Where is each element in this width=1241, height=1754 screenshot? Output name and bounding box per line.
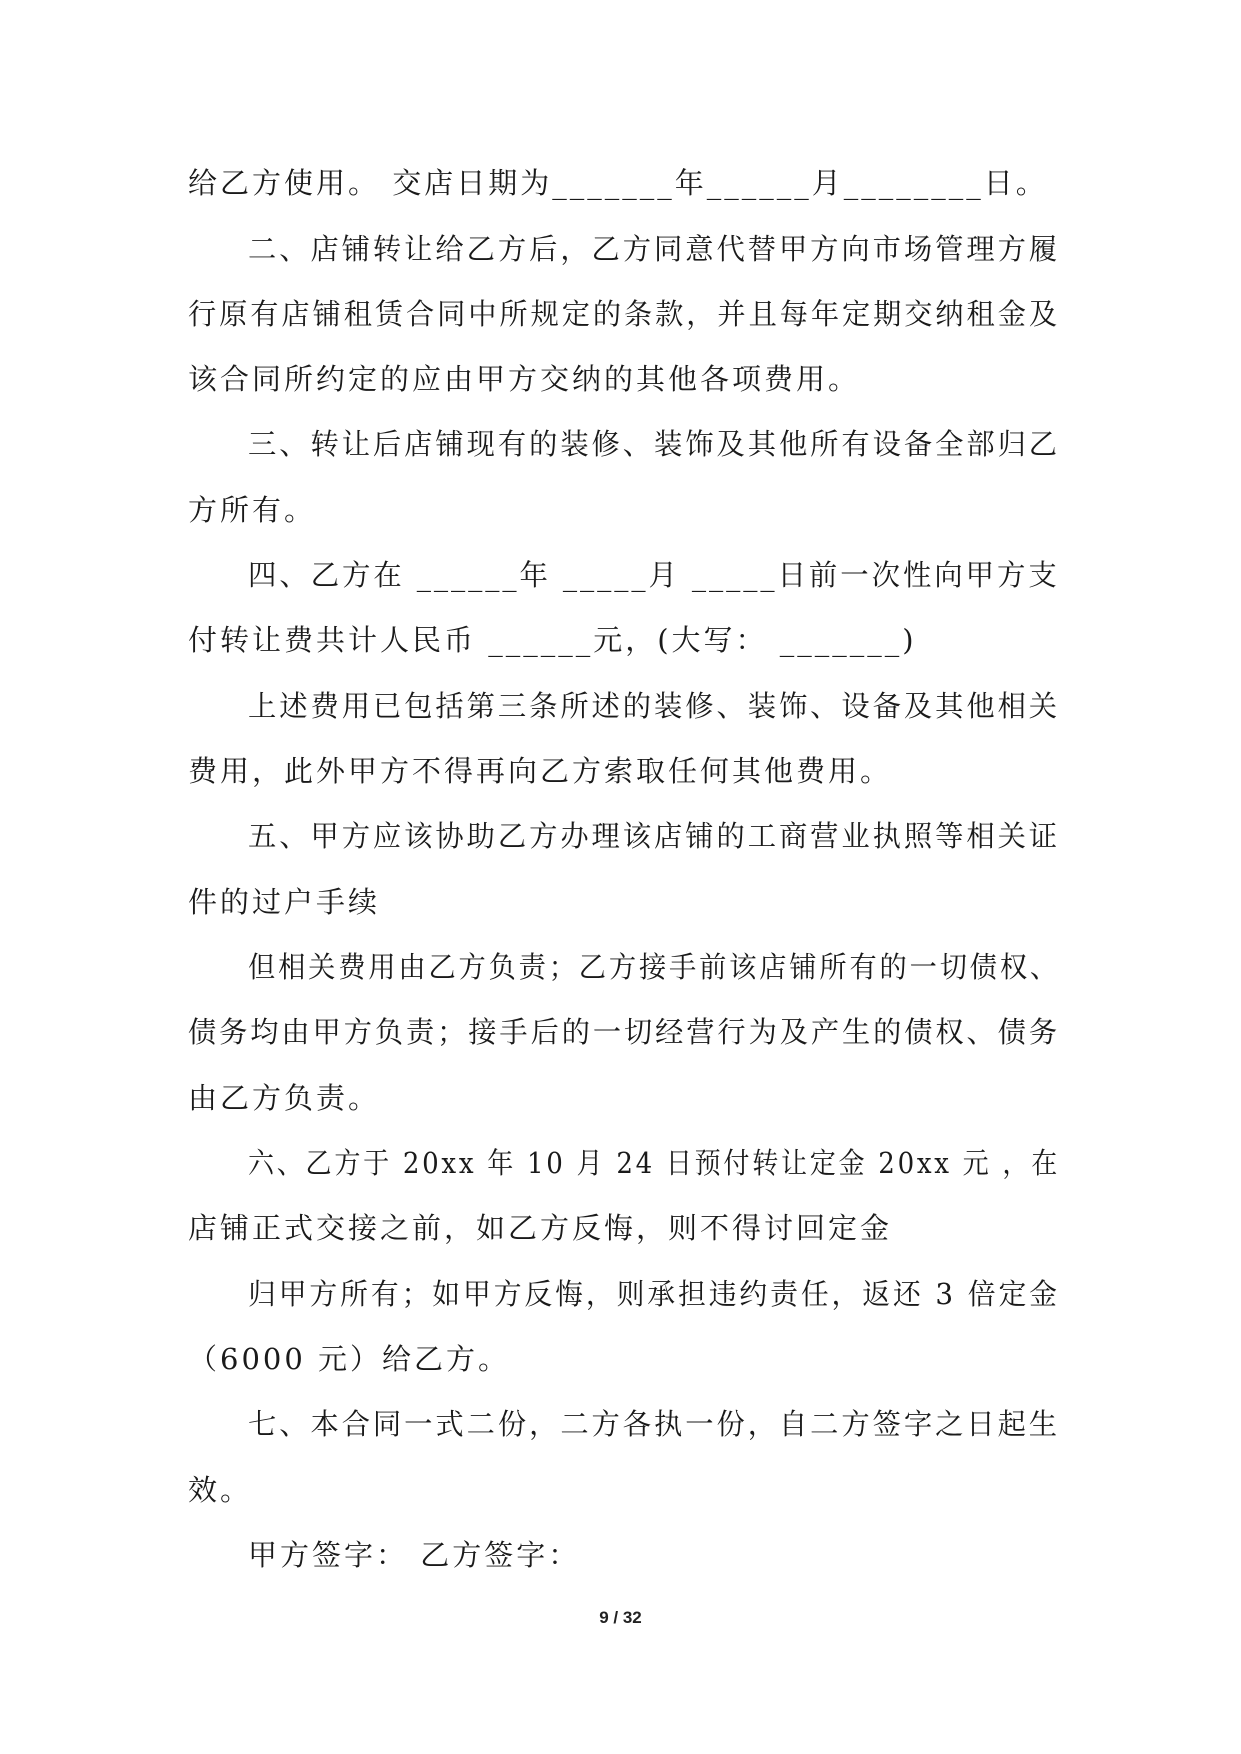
text-line: 归甲方所有；如甲方反悔，则承担违约责任，返还 3 倍定金 [248, 1277, 1060, 1311]
signature-line: 甲方签字： 乙方签字： [248, 1538, 581, 1572]
text-line: 但相关费用由乙方负责；乙方接手前该店铺所有的一切债权、 [248, 950, 1061, 984]
text-line: 二、店铺转让给乙方后，乙方同意代替甲方向市场管理方履 [248, 232, 1061, 266]
text-line: （6000 元）给乙方。 [188, 1342, 511, 1376]
text-line: 付转让费共计人民币 ______元，(大写： _______) [188, 623, 917, 657]
text-line: 债务均由甲方负责；接手后的一切经营行为及产生的债权、债务 [188, 1015, 1061, 1049]
text-line: 七、本合同一式二份，二方各执一份，自二方签字之日起生 [248, 1407, 1061, 1441]
text-line: 三、转让后店铺现有的装修、装饰及其他所有设备全部归乙 [248, 427, 1061, 461]
text-line: 该合同所约定的应由甲方交纳的其他各项费用。 [188, 362, 861, 396]
text-line: 上述费用已包括第三条所述的装修、装饰、设备及其他相关 [248, 689, 1061, 723]
text-line: 由乙方负责。 [188, 1081, 381, 1115]
text-line: 五、甲方应该协助乙方办理该店铺的工商营业执照等相关证 [248, 819, 1061, 853]
text-line: 方所有。 [188, 493, 317, 527]
text-line: 行原有店铺租赁合同中所规定的条款，并且每年定期交纳租金及 [188, 297, 1061, 331]
text-line: 六、乙方于 20xx 年 10 月 24 日预付转让定金 20xx 元 ，在 [248, 1146, 1060, 1180]
text-line: 费用，此外甲方不得再向乙方索取任何其他费用。 [188, 754, 893, 788]
text-line: 件的过户手续 [188, 885, 381, 919]
text-line: 四、乙方在 ______年 _____月 _____日前一次性向甲方支 [248, 558, 1060, 592]
text-line: 店铺正式交接之前，如乙方反悔，则不得讨回定金 [188, 1211, 893, 1245]
text-line: 给乙方使用。 交店日期为_______年______月________日。 [188, 166, 1048, 200]
page-number: 9 / 32 [599, 1608, 642, 1627]
text-line: 效。 [188, 1473, 253, 1507]
